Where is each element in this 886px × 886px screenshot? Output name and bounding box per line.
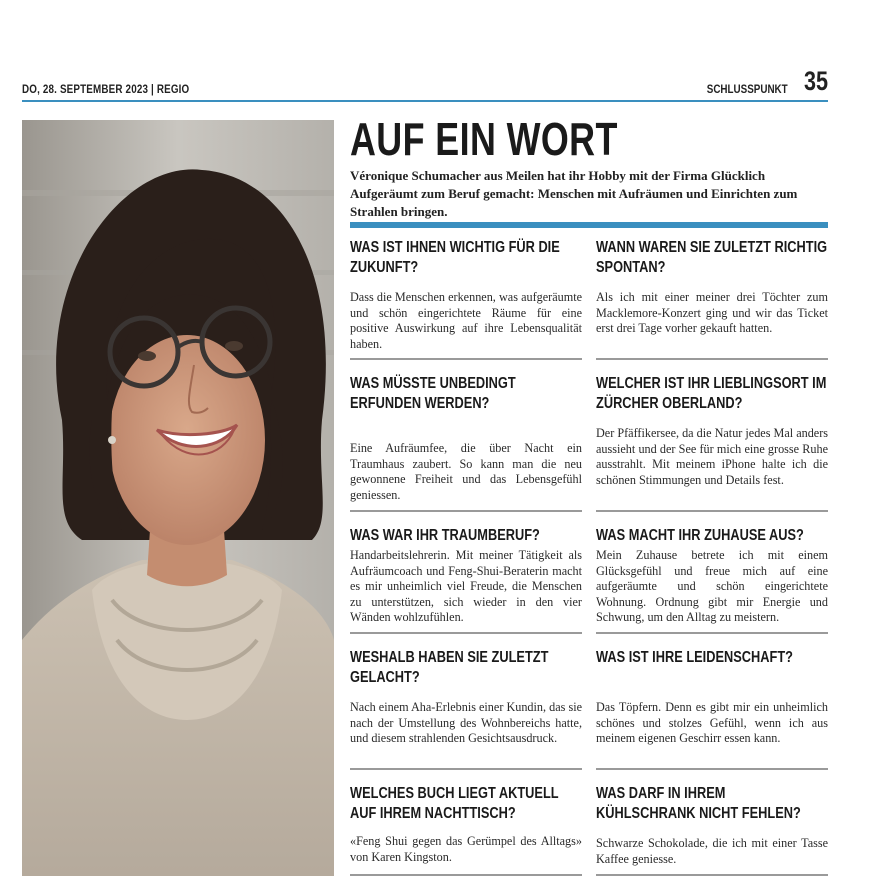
separator <box>350 510 582 512</box>
title-rule <box>350 222 828 228</box>
question: WAS MACHT IHR ZUHAUSE AUS? <box>596 527 804 544</box>
separator <box>596 358 828 360</box>
separator <box>596 874 828 876</box>
question: WAS DARF IN IHREM KÜHLSCHRANK NICHT FEHLEN? <box>596 785 801 822</box>
header-rule <box>22 100 828 102</box>
answer: Der Pfäffikersee, da die Natur jedes Mal anders aussieht und der See für mich eine grosse Ruhe ausstrahlt. Mit meinem iPhone halte ich die schönen Stimmungen und Details fest. <box>596 426 828 487</box>
question: WAS IST IHNEN WICHTIG FÜR DIE ZUKUNFT? <box>350 239 560 276</box>
answer: Mein Zuhause betrete ich mit einem Glücksgefühl und freue mich auf eine aufgeräumte und schön eingerichtete Wohnung. Ordnung gibt mir Energie und Schwung, um den Alltag zu meistern. <box>596 548 828 624</box>
section-label: SCHLUSSPUNKT <box>707 82 788 96</box>
qa-item <box>596 238 828 335</box>
qa-item <box>350 784 582 864</box>
question: WAS WAR IHR TRAUMBERUF? <box>350 527 540 544</box>
answer: Das Töpfern. Denn es gibt mir ein unheimlich schönes und stolzes Gefühl, wenn ich aus meinem eigenen Geschirr essen kann. <box>596 700 828 745</box>
answer: Dass die Menschen erkennen, was aufgeräumte und schön eingerichtete Räume für eine positive Auswirkung auf ihre Lebensqualität haben. <box>350 290 582 351</box>
answer: Nach einem Aha-Erlebnis einer Kundin, das sie nach der Umstellung des Wohnbereichs hatte, und diesem strahlenden Gesichtsausdruck. <box>350 700 582 745</box>
qa-item <box>596 526 828 624</box>
answer: Eine Aufräumfee, die über Nacht ein Traumhaus zaubert. So kann man die neu gewonnene Freiheit und das Lebensgefühl geniessen. <box>350 441 582 502</box>
separator <box>350 358 582 360</box>
question: WAS IST IHRE LEIDENSCHAFT? <box>596 649 793 666</box>
separator <box>596 510 828 512</box>
article-title: AUF EIN WORT <box>350 113 618 165</box>
qa-item <box>350 374 582 502</box>
separator <box>350 768 582 770</box>
date-section-label: DO, 28. SEPTEMBER 2023 | REGIO <box>22 82 190 96</box>
separator <box>350 874 582 876</box>
question: WANN WAREN SIE ZULETZT RICHTIG SPONTAN? <box>596 239 828 276</box>
answer: Schwarze Schokolade, die ich mit einer Tasse Kaffee geniesse. <box>596 836 828 866</box>
qa-item <box>350 648 582 745</box>
page-number: 35 <box>803 66 828 96</box>
answer: Handarbeitslehrerin. Mit meiner Tätigkeit als Aufräumcoach und Feng-Shui-Beraterin macht es mir unheimlich viel Freude, die Menschen zu unterstützen, sich wieder in den vier Wänden wohlzufühlen. <box>350 548 582 624</box>
separator <box>350 632 582 634</box>
qa-item <box>596 784 828 866</box>
qa-item <box>350 526 582 624</box>
question: WELCHES BUCH LIEGT AKTUELL AUF IHREM NACHTTISCH? <box>350 785 559 822</box>
answer: Als ich mit einer meiner drei Töchter zum Macklemore-Konzert ging und wir das Ticket erst drei Tage vorher gekauft hatten. <box>596 290 828 335</box>
question: WELCHER IST IHR LIEBLINGSORT IM ZÜRCHER OBERLAND? <box>596 375 827 412</box>
question: WESHALB HABEN SIE ZULETZT GELACHT? <box>350 649 549 686</box>
portrait-photo <box>22 120 334 876</box>
qa-item <box>596 374 828 487</box>
qa-item <box>350 238 582 351</box>
separator <box>596 768 828 770</box>
separator <box>596 632 828 634</box>
qa-item <box>596 648 828 745</box>
answer: «Feng Shui gegen das Gerümpel des Alltags» von Karen Kingston. <box>350 834 582 864</box>
page-header <box>22 66 828 100</box>
question: WAS MÜSSTE UNBEDINGT ERFUNDEN WERDEN? <box>350 375 516 412</box>
article-lead: Véronique Schumacher aus Meilen hat ihr Hobby mit der Firma Glücklich Aufgeräumt zum Beruf gemacht: Menschen mit Aufräumen und Einrichten zum Strahlen bringen. <box>350 168 798 219</box>
